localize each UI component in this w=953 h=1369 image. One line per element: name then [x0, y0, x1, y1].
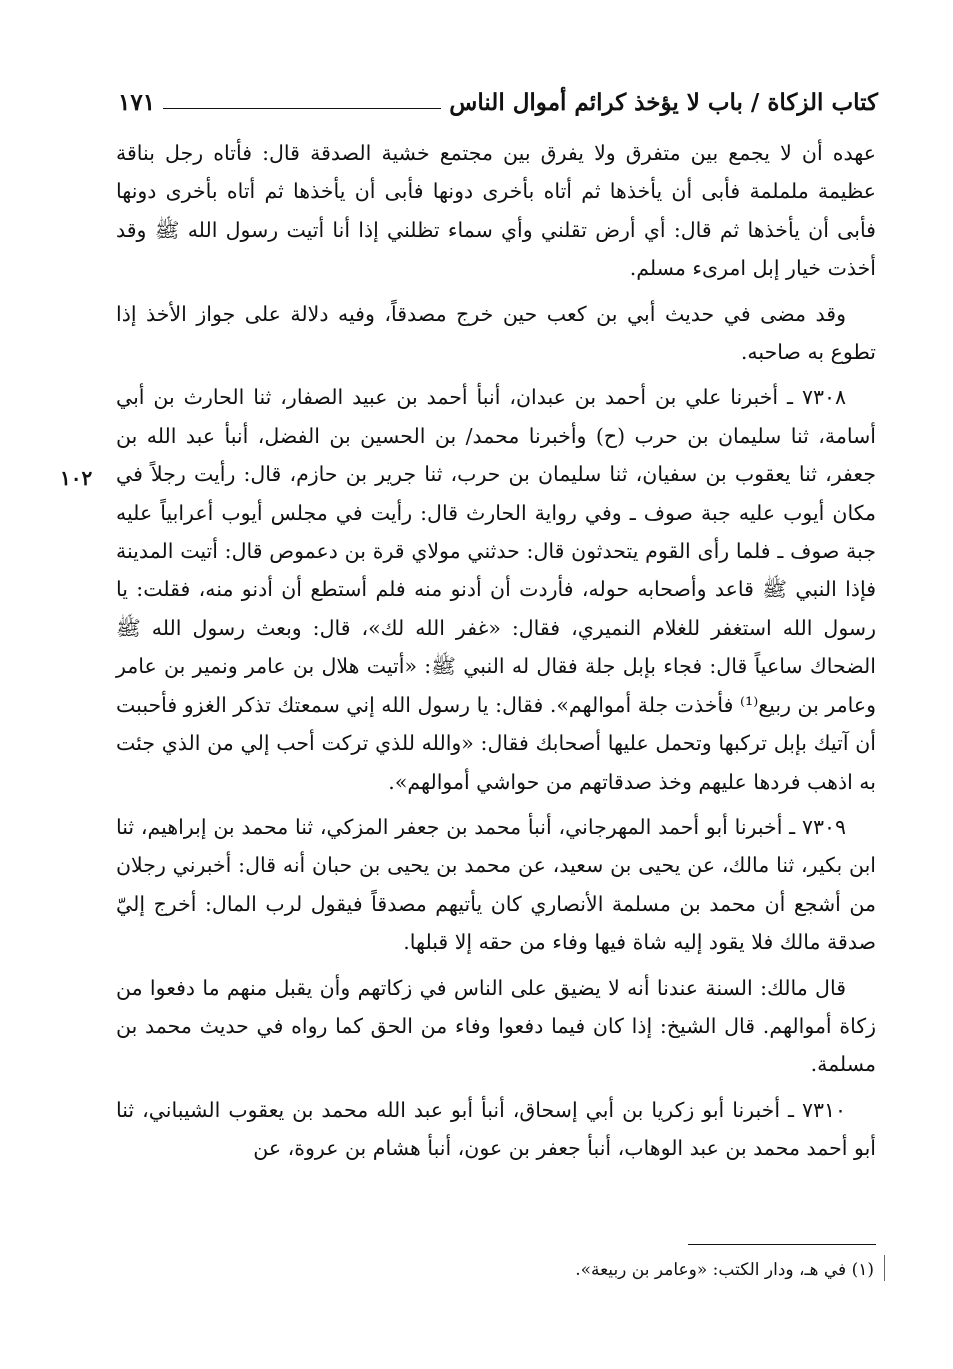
- paragraph: عهده أن لا يجمع بين متفرق ولا يفرق بين مجتمع خشية الصدقة قال: فأتاه رجل بناقة عظيمة ململمة فأبى أن يأخذها ثم أتاه بأخرى دونها فأبى أن يأخذها ثم أتاه بأخرى دونها فأبى أن يأخذها ثم قال: أي أرض تقلني وأي سماء تظلني إذا أنا أتيت رسول الله ﷺ وقد أخذت خيار إبل امرىء مسلم.: [116, 141, 876, 281]
- page-number: ١٧١: [118, 89, 156, 116]
- hadith-7308: ٧٣٠٨ ـ أخبرنا علي بن أحمد بن عبدان، أنبأ أحمد بن عبيد الصفار، ثنا الحارث بن أبي أسامة، ثنا سليمان بن حرب (ح) وأخبرنا محمد/ بن الحسين بن الفضل، أنبأ عبد الله بن جعفر، ثنا يعقوب بن سفيان، ثنا سليمان بن حرب، ثنا جرير بن حازم، قال: رأيت رجلاً في مكان أيوب عليه جبة صوف ـ وفي رواية الحارث قال: رأيت في مجلس أيوب أعرابياً عليه جبة صوف ـ فلما رأى القوم يتحدثون قال: حدثني مولاي قرة بن دعموص قال: أتيت المدينة فإذا النبي ﷺ قاعد وأصحابه حوله، فأردت أن أدنو منه فلم أستطع أن أدنو منه، فقلت: يا رسول الله استغفر للغلام النميري، فقال: «غفر الله لك»، قال: وبعث رسول الله ﷺ الضحاك ساعياً قال: فجاء بإبل جلة فقال له النبي ﷺ: «أتيت هلال بن عامر ونمير بن عامر وعامر بن ربيع⁽¹⁾ فأخذت جلة أموالهم». فقال: يا رسول الله إني سمعتك تذكر الغزو فأحببت أن آتيك بإبل تركبها وتحمل عليها أصحابك فقال: «والله للذي تركت أحب إلي من الذي جئت به اذهب فردها عليهم وخذ صدقاتهم من حواشي أموالهم».: [116, 385, 876, 794]
- header-title: كتاب الزكاة / باب لا يؤخذ كرائم أموال الناس: [449, 89, 878, 116]
- footnote-margin-bar: [884, 1255, 885, 1281]
- paragraph: قال مالك: السنة عندنا أنه لا يضيق على الناس في زكاتهم وأن يقبل منهم ما دفعوا من زكاة أموالهم. قال الشيخ: إذا كان فيما دفعوا وفاء من الحق كما رواه في حديث محمد بن مسلمة.: [116, 975, 876, 1077]
- footnote: (١) في هـ، ودار الكتب: «وعامر بن ربيعة».: [575, 1260, 874, 1280]
- hadith-7309: ٧٣٠٩ ـ أخبرنا أبو أحمد المهرجاني، أنبأ محمد بن جعفر المزكي، ثنا محمد بن إبراهيم، ثنا ابن بكير، ثنا مالك، عن يحيى بن سعيد، عن محمد بن يحيى بن حبان أنه قال: أخبرني رجلان من أشجع أن محمد بن مسلمة الأنصاري كان يأتيهم مصدقاً فيقول لرب المال: أخرج إليّ صدقة مالك فلا يقود إليه شاة فيها وفاء من حقه إلا قبلها.: [116, 814, 876, 955]
- main-text: [116, 134, 876, 1175]
- margin-folio-note: ١٠٢: [60, 466, 93, 490]
- footnote-rule: [688, 1244, 876, 1245]
- running-header: [118, 82, 878, 116]
- header-rule: [163, 108, 441, 109]
- hadith-7310: ٧٣١٠ ـ أخبرنا أبو زكريا بن أبي إسحاق، أنبأ أبو عبد الله محمد بن يعقوب الشيباني، ثنا أبو أحمد محمد بن عبد الوهاب، أنبأ جعفر بن عون، أنبأ هشام بن عروة، عن: [116, 1097, 876, 1161]
- paragraph: وقد مضى في حديث أبي بن كعب حين خرج مصدقاً، وفيه دلالة على جواز الأخذ إذا تطوع به صاحبه.: [116, 301, 876, 365]
